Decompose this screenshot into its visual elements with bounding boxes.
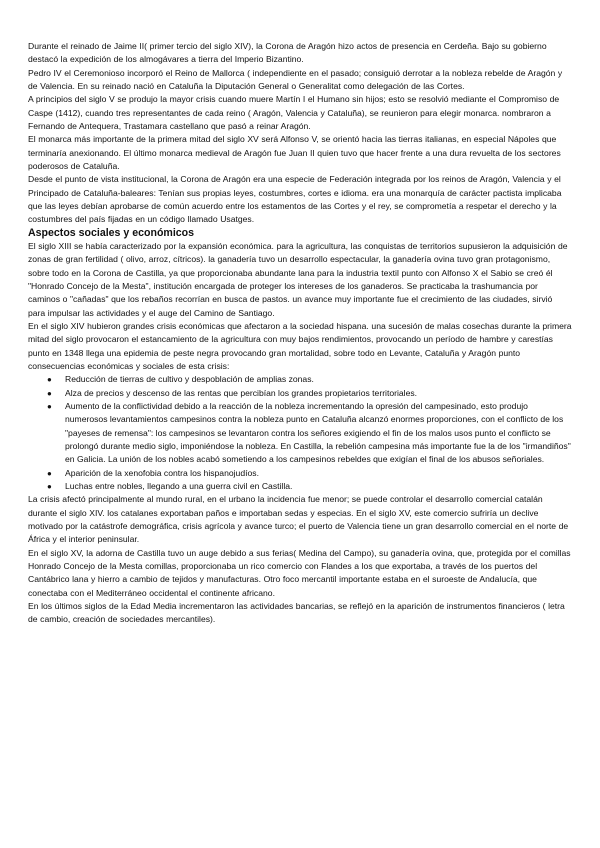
- paragraph-compromiso-caspe: A principios del siglo V se produjo la mayor crisis cuando muere Martín I el Humano sin hijos; esto se resolvió mediante el Compromiso de Caspe (1412), cuando tres representantes de cada reino ( Aragón, Valencia y Cataluña), se reunieron para elegir monarca. nombraron a Fernando de Antequera, Trastamara castellano que pasó a reinar Aragón.: [28, 94, 560, 132]
- list-item-text: Luchas entre nobles, llegando a una guerra civil en Castilla.: [65, 481, 293, 491]
- paragraph-crisis-rural: La crisis afectó principalmente al mundo rural, en el urbano la incidencia fue menor; se puede controlar el desarrollo comercial catalán durante el siglo XIV. los catalanes exportaban paños e importaban sedas y especias. En el siglo XV, este comercio sufriría un declive motivado por la catástrofe demográfica, crisis agrícola y avance turco; el puerto de Valencia tiene un gran desarrollo comercial en el norte de África y el interior peninsular.: [28, 494, 569, 545]
- bullet-icon: ●: [47, 401, 52, 411]
- bullet-icon: ●: [47, 468, 52, 478]
- paragraph-jaime-ii: Durante el reinado de Jaime II( primer tercio del siglo XIV), la Corona de Aragón hizo actos de presencia en Cerdeña. Bajo su gobierno destacó la expedición de los almogávares a tierra del Imperio Bizantino.: [28, 41, 547, 65]
- list-item: [47, 480, 572, 493]
- section-heading: Aspectos sociales y económicos: [28, 226, 195, 239]
- paragraph-castilla-siglo-xv: En el siglo XV, la adorna de Castilla tuvo un auge debido a sus ferias( Medina del Campo), su ganadería ovina, que, protegida por el comillas Honrado Concejo de la Mesta comillas, proporcionaba un rico comercio con Flandes a los que exportaba, a través de los puertos del Cantábrico lana y hierro a cambio de tejidos y manufacturas. Otro foco mercantil importante estaba en el suroeste de Andalucía, que conectaba con el Mediterráneo occidental el continente africano.: [28, 547, 571, 598]
- list-item-text: Alza de precios y descenso de las rentas que percibían los grandes propietarios territoriales.: [65, 387, 418, 398]
- bullet-icon: ●: [47, 388, 52, 398]
- list-item: [47, 467, 572, 480]
- paragraph-siglo-xiv-crisis: En el siglo XIV hubieron grandes crisis económicas que afectaron a la sociedad hispana. una sucesión de malas cosechas durante la primera mitad del siglo provocaron el estancamiento de la agricultura con muy bajos rendimientos, provocando un período de hambre y carestías punto en 1348 llega una epidemia de peste negra provocando gran mortalidad, sobre todo en Levante, Cataluña y Aragón punto consecuencias económicas y sociales de esta crisis:: [28, 320, 572, 371]
- paragraph-siglo-xiii: El siglo XIII se había caracterizado por la expansión económica. para la agricultura, las conquistas de territorios supusieron la adquisición de zonas de gran fertilidad ( olivo, arroz, cítricos). la ganadería tuvo un desarrollo espectacular, la ganadería ovina tuvo gran protagonismo, sobre todo en la Corona de Castilla, ya que proporcionaba abundante lana para la industria textil punto con Alfonso X el Sabio se creó él "Honrado Concejo de la Mesta", institución encargada de proteger los intereses de los ganaderos. Se practicaba la trashumancia por caminos o "cañadas" que los rebaños recorrían en busca de pastos. un avance muy importante fue el crecimiento de las ciudades, sirvió para impulsar las actividades y el auge del Camino de Santiago.: [28, 240, 568, 318]
- bullet-icon: ●: [47, 375, 52, 385]
- list-item: [47, 400, 572, 467]
- list-item-text: Aparición de la xenofobia contra los hispanojudíos.: [65, 467, 259, 478]
- list-item-text: Aumento de la conflictividad debido a la reacción de la nobleza incrementando la opresión del campesinado, esto produjo numerosos levantamientos campesinos contra la nobleza punto en Cataluña alcanzó enormes proporciones, con el conflicto de los "payeses de remensa": los campesinos se levantaron contra los señores exigiendo el fin de los malos usos punto el conflicto se prolongó durante medio siglo, imponiéndose la nobleza. En Castilla, la rebelión campesina más importante fue la de los "irmandiños" en Galicia. La unión de los nobles acabó sometiendo a los campesinos rebeldes que exigían el final de los abusos señoriales.: [65, 400, 571, 465]
- consequences-list: [28, 373, 572, 493]
- paragraph-alfonso-v: El monarca más importante de la primera mitad del siglo XV será Alfonso V, se orientó hacia las tierras italianas, en especial Nápoles que terminaría anexionando. El último monarca medieval de Aragón fue Juan II quien tuvo que hacer frente a una dura revuelta de los sectores poderosos de Cataluña.: [28, 134, 561, 172]
- paragraph-pedro-iv: Pedro IV el Ceremonioso incorporó el Reino de Mallorca ( independiente en el pasado; consiguió derrotar a la nobleza rebelde de Aragón y de Valencia. En su reinado nació en Cataluña la Diputación General o Generalitat como delegación de las Cortes.: [28, 67, 563, 92]
- list-item: [47, 387, 572, 400]
- paragraph-actividades-bancarias: En los últimos siglos de la Edad Media incrementaron las actividades bancarias, se reflejó en la aparición de instrumentos financieros ( letra de cambio, creación de sociedades mercantiles).: [28, 601, 565, 625]
- paragraph-institucional: Desde el punto de vista institucional, la Corona de Aragón era una especie de Federación integrada por los reinos de Aragón, Valencia y el Principado de Cataluña-baleares: Tenían sus propias leyes, costumbres, cortes e idioma. era una monarquía de carácter pactista implicaba que las leyes debían aprobarse de común acuerdo entre los estamentos de las Cortes y el rey, se comprometía a respetar el derecho y la costumbres del país fijadas en un código llamado Usatges.: [28, 174, 562, 225]
- bullet-icon: ●: [47, 482, 52, 491]
- list-item: [47, 373, 572, 386]
- list-item-text: Reducción de tierras de cultivo y despoblación de amplias zonas.: [65, 374, 314, 385]
